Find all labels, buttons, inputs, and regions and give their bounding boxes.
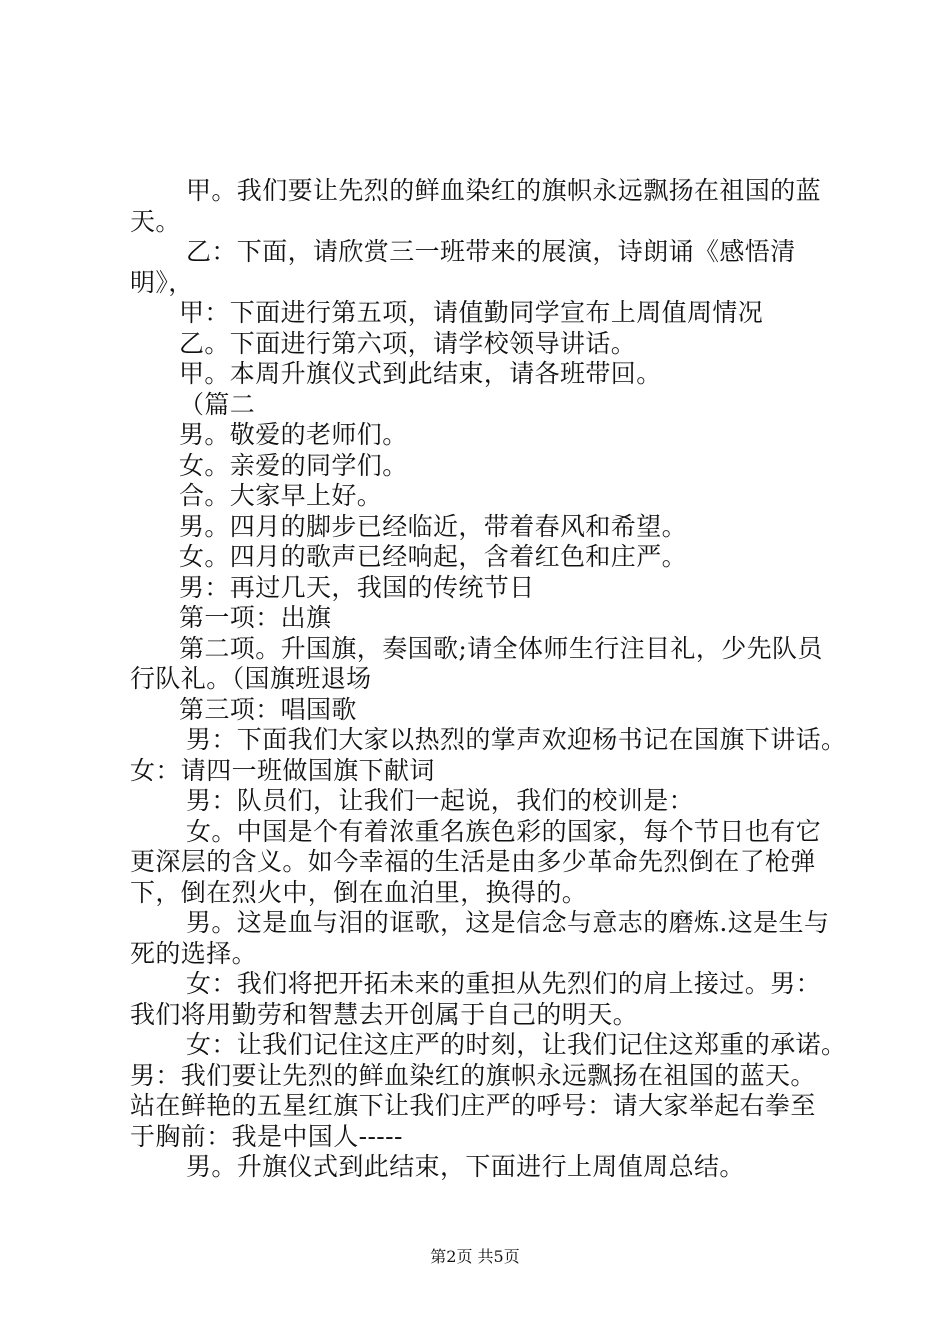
text-line: 男：队员们，让我们一起说，我们的校训是： [186,786,695,815]
text-line: （篇二 [179,389,256,419]
text-line: 第三项：唱国歌 [179,694,357,724]
text-line: 下，倒在烈火中，倒在血泊里，换得的。 [130,877,588,907]
text-line: 乙。下面进行第六项，请学校领导讲话。 [179,328,637,358]
text-line: 于胸前：我是中国人----- [130,1121,403,1151]
text-line: 男。敬爱的老师们。 [179,420,408,449]
text-line: 天。 [130,206,181,236]
text-line: 男：再过几天，我国的传统节日 [179,572,535,602]
text-line: 合。大家早上好。 [179,481,383,510]
text-line: 甲。我们要让先烈的鲜血染红的旗帜永远飘扬在祖国的蓝 [186,176,822,205]
text-line: 男。升旗仪式到此结束，下面进行上周值周总结。 [186,1152,745,1181]
text-line: 男：下面我们大家以热烈的掌声欢迎杨书记在国旗下讲话。 [186,725,847,754]
text-line: 女：请四一班做国旗下献词 [130,755,435,785]
text-line: 女：让我们记住这庄严的时刻，让我们记住这郑重的承诺。 [186,1030,847,1059]
text-line: 第二项。升国旗，奏国歌;请全体师生行注目礼，少先队员 [179,633,823,663]
text-line: 第一项：出旗 [179,603,332,632]
text-line: 站在鲜艳的五星红旗下让我们庄严的呼号：请大家举起右拳至 [130,1091,816,1120]
text-line: 行队礼。（国旗班退场 [130,664,372,693]
text-line: 男。这是血与泪的诓歌，这是信念与意志的磨炼.这是生与 [186,908,830,937]
text-line: 男。四月的脚步已经临近，带着春风和希望。 [179,511,688,541]
text-line: 女。四月的歌声已经响起，含着红色和庄严。 [179,542,688,571]
text-line: 甲：下面进行第五项，请值勤同学宣布上周值周情况 [179,298,764,327]
text-line: 甲。本周升旗仪式到此结束，请各班带回。 [179,359,662,388]
text-line: 我们将用勤劳和智慧去开创属于自己的明天。 [130,999,639,1029]
text-line: 女。亲爱的同学们。 [179,450,408,480]
text-line: 男：我们要让先烈的鲜血染红的旗帜永远飘扬在祖国的蓝天。 [130,1060,816,1090]
text-line: 更深层的含义。如今幸福的生活是由多少革命先烈倒在了枪弹 [130,847,816,876]
text-line: 明》， [130,267,194,297]
document-body [130,176,850,1183]
text-line: 死的选择。 [130,938,258,968]
text-line: 女：我们将把开拓未来的重担从先烈们的肩上接过。男： [186,969,822,998]
text-line: 乙：下面，请欣赏三一班带来的展演，诗朗诵《感悟清 [186,237,796,266]
text-line: 女。中国是个有着浓重名族色彩的国家，每个节日也有它 [186,816,822,846]
page-number-footer: 第2页 共5页 [430,1247,520,1266]
